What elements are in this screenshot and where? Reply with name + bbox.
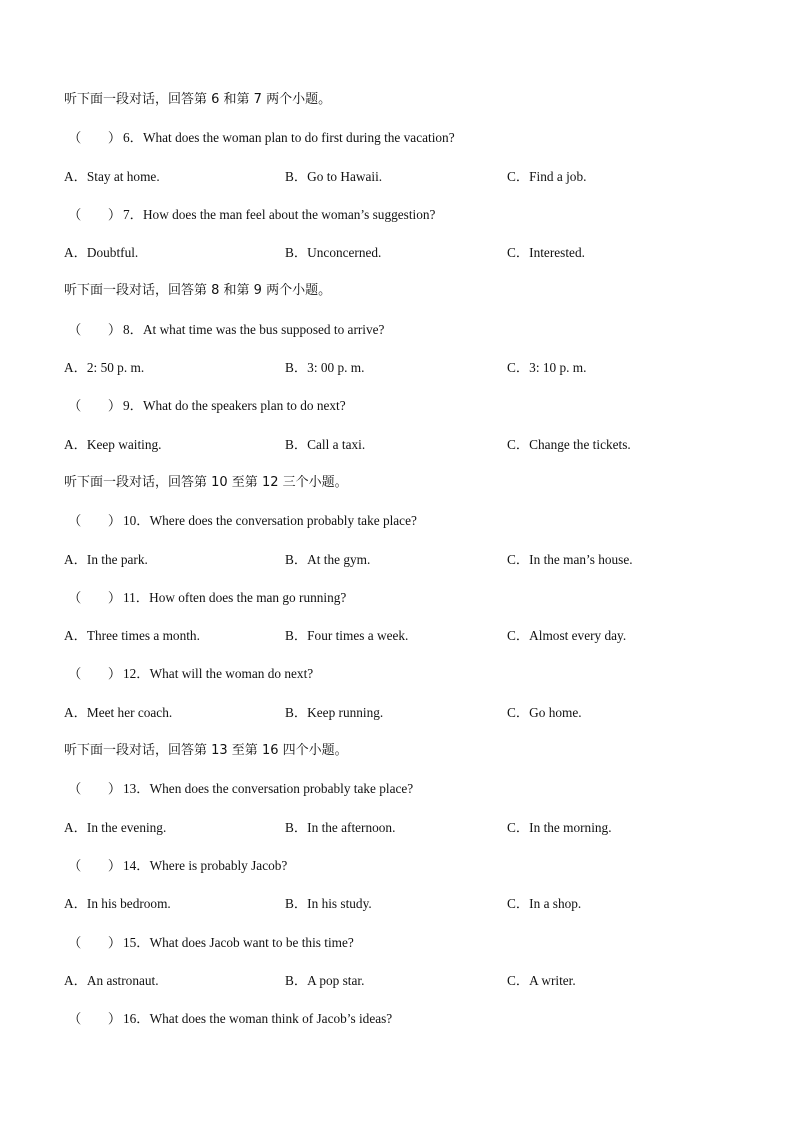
option-a: A．Stay at home. [64, 168, 160, 184]
options-row [64, 894, 744, 932]
answer-blank: （ ） [68, 206, 122, 222]
question-text: 8．At what time was the bus supposed to arrive? [123, 321, 385, 337]
option-a: A．Keep waiting. [64, 436, 162, 452]
option-c: C．A writer. [507, 972, 576, 988]
option-b: B．Call a taxi. [285, 436, 366, 452]
option-a: A．An astronaut. [64, 972, 159, 988]
question-text: 10．Where does the conversation probably take place? [123, 513, 417, 529]
option-b: B．In his study. [285, 896, 372, 912]
option-c: C．Find a job. [507, 168, 587, 184]
option-a: A．Doubtful. [64, 245, 139, 261]
question-8 [64, 320, 744, 358]
answer-blank: （ ） [68, 666, 122, 682]
answer-blank: （ ） [68, 781, 122, 797]
question-9 [64, 396, 744, 434]
option-c: C．Change the tickets. [507, 436, 631, 452]
options-row [64, 167, 744, 205]
option-b: B．Four times a week. [285, 628, 409, 644]
option-c: C．Go home. [507, 704, 582, 720]
question-12 [64, 664, 744, 702]
option-a: A．In the evening. [64, 819, 167, 835]
answer-blank: （ ） [68, 934, 122, 950]
option-b: B．At the gym. [285, 551, 371, 567]
question-text: 11．How often does the man go running? [123, 589, 347, 605]
answer-blank: （ ） [68, 857, 122, 873]
option-b: B．Keep running. [285, 704, 384, 720]
option-b: B．In the afternoon. [285, 819, 396, 835]
options-row [64, 435, 744, 473]
option-a: A．In the park. [64, 551, 148, 567]
section-intro: 听下面一段对话，回答第 13 至第 16 四个小题。 [64, 743, 348, 759]
answer-blank: （ ） [68, 398, 122, 414]
options-row [64, 971, 744, 1009]
section-intro: 听下面一段对话，回答第 6 和第 7 两个小题。 [64, 92, 332, 107]
option-b: B．3: 00 p. m. [285, 360, 365, 376]
option-c: C．Interested. [507, 245, 585, 261]
question-6 [64, 128, 744, 166]
section-intro: 听下面一段对话，回答第 8 和第 9 两个小题。 [64, 283, 332, 299]
options-row [64, 358, 744, 396]
section-intro: 听下面一段对话，回答第 10 至第 12 三个小题。 [64, 474, 348, 490]
question-text: 14．Where is probably Jacob? [123, 857, 288, 873]
options-row [64, 550, 744, 588]
question-text: 6．What does the woman plan to do first during the vacation? [123, 130, 455, 146]
question-text: 16．What does the woman think of Jacob’s ideas? [123, 1011, 393, 1027]
question-text: 13．When does the conversation probably take place? [123, 781, 414, 797]
option-b: B．Go to Hawaii. [285, 168, 383, 184]
answer-blank: （ ） [68, 589, 122, 605]
option-a: A．Three times a month. [64, 628, 200, 644]
option-c: C．In a shop. [507, 896, 582, 912]
answer-blank: （ ） [68, 1011, 122, 1027]
option-b: B．Unconcerned. [285, 245, 382, 261]
question-15 [64, 933, 744, 971]
option-b: B．A pop star. [285, 972, 365, 988]
option-a: A．In his bedroom. [64, 896, 171, 912]
question-text: 12．What will the woman do next? [123, 666, 314, 682]
question-text: 7．How does the man feel about the woman’s suggestion? [123, 206, 436, 222]
option-a: A．Meet her coach. [64, 704, 173, 720]
option-c: C．Almost every day. [507, 628, 627, 644]
options-row [64, 703, 744, 741]
answer-blank: （ ） [68, 321, 122, 337]
answer-blank: （ ） [68, 130, 122, 146]
question-11 [64, 588, 744, 626]
question-text: 15．What does Jacob want to be this time? [123, 934, 354, 950]
document-page [64, 90, 744, 1047]
question-7 [64, 205, 744, 243]
options-row [64, 818, 744, 856]
question-text: 9．What do the speakers plan to do next? [123, 398, 346, 414]
question-14 [64, 856, 744, 894]
options-row [64, 626, 744, 664]
option-a: A．2: 50 p. m. [64, 360, 145, 376]
option-c: C．3: 10 p. m. [507, 360, 587, 376]
option-c: C．In the man’s house. [507, 551, 633, 567]
answer-blank: （ ） [68, 513, 122, 529]
option-c: C．In the morning. [507, 819, 612, 835]
question-16 [64, 1009, 744, 1047]
question-10 [64, 511, 744, 549]
options-row [64, 243, 744, 281]
question-13 [64, 779, 744, 817]
